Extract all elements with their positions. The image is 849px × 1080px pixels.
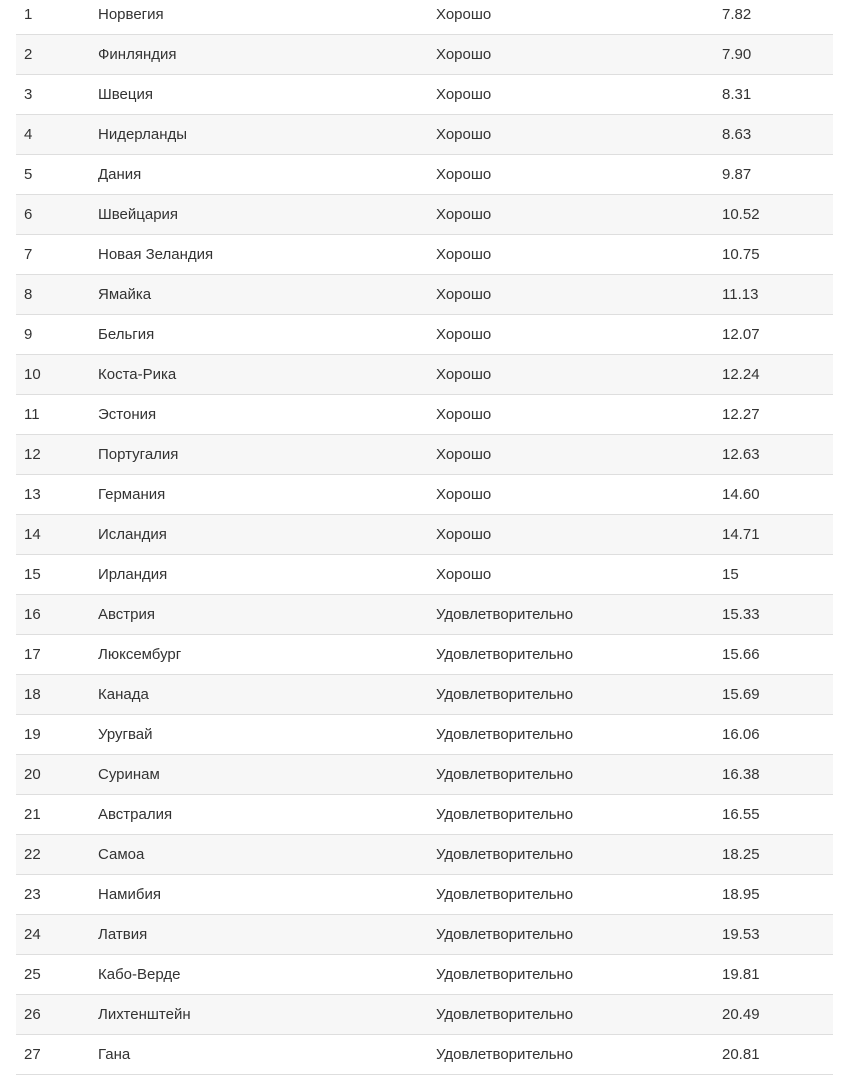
country-cell: Швеция bbox=[98, 86, 153, 103]
rank-cell: 17 bbox=[24, 646, 41, 663]
country-cell: Бельгия bbox=[98, 326, 155, 343]
score-cell: 14.71 bbox=[722, 526, 760, 543]
score-cell: 9.87 bbox=[722, 166, 752, 183]
table-row bbox=[16, 75, 833, 115]
rank-cell: 3 bbox=[24, 86, 33, 103]
rating-cell: Удовлетворительно bbox=[436, 606, 574, 623]
rating-cell: Удовлетворительно bbox=[436, 766, 574, 783]
table-row bbox=[16, 675, 833, 715]
rank-cell: 4 bbox=[24, 126, 33, 143]
country-cell: Люксембург bbox=[98, 646, 182, 663]
country-cell: Лихтенштейн bbox=[98, 1006, 191, 1023]
rank-cell: 20 bbox=[24, 766, 41, 783]
rating-cell: Хорошо bbox=[436, 366, 492, 383]
rank-cell: 27 bbox=[24, 1046, 41, 1063]
table-row bbox=[16, 235, 833, 275]
score-cell: 10.75 bbox=[722, 246, 760, 263]
rank-cell: 9 bbox=[24, 326, 33, 343]
score-cell: 18.95 bbox=[722, 886, 760, 903]
rank-cell: 24 bbox=[24, 926, 41, 943]
rank-cell: 19 bbox=[24, 726, 41, 743]
rank-cell: 25 bbox=[24, 966, 41, 983]
rank-cell: 5 bbox=[24, 166, 33, 183]
rank-cell: 15 bbox=[24, 566, 41, 583]
country-cell: Австрия bbox=[98, 606, 156, 623]
table-row bbox=[16, 1035, 833, 1075]
country-cell: Австралия bbox=[98, 806, 173, 823]
score-cell: 12.27 bbox=[722, 406, 760, 423]
country-cell: Ямайка bbox=[98, 286, 152, 303]
rank-cell: 21 bbox=[24, 806, 41, 823]
rating-cell: Удовлетворительно bbox=[436, 1006, 574, 1023]
table-row bbox=[16, 995, 833, 1035]
table-row bbox=[16, 355, 833, 395]
rating-cell: Удовлетворительно bbox=[436, 886, 574, 903]
rating-cell: Хорошо bbox=[436, 526, 492, 543]
rank-cell: 7 bbox=[24, 246, 33, 263]
score-cell: 16.55 bbox=[722, 806, 760, 823]
score-cell: 15.66 bbox=[722, 646, 760, 663]
rating-cell: Удовлетворительно bbox=[436, 1046, 574, 1063]
table-row bbox=[16, 35, 833, 75]
table-row bbox=[16, 515, 833, 555]
score-cell: 20.81 bbox=[722, 1046, 760, 1063]
table-row bbox=[16, 835, 833, 875]
table-row bbox=[16, 875, 833, 915]
country-cell: Коста-Рика bbox=[98, 366, 177, 383]
score-cell: 20.49 bbox=[722, 1006, 760, 1023]
score-cell: 12.07 bbox=[722, 326, 760, 343]
score-cell: 10.52 bbox=[722, 206, 760, 223]
table-row bbox=[16, 275, 833, 315]
rating-cell: Удовлетворительно bbox=[436, 806, 574, 823]
rank-cell: 10 bbox=[24, 366, 41, 383]
table-row bbox=[16, 955, 833, 995]
score-cell: 12.63 bbox=[722, 446, 760, 463]
country-cell: Дания bbox=[98, 166, 142, 183]
table-row bbox=[16, 0, 833, 35]
country-cell: Германия bbox=[98, 486, 166, 503]
country-cell: Португалия bbox=[98, 446, 179, 463]
score-cell: 8.63 bbox=[722, 126, 752, 143]
country-cell: Исландия bbox=[98, 526, 167, 543]
rank-cell: 13 bbox=[24, 486, 41, 503]
table-row bbox=[16, 435, 833, 475]
rank-cell: 14 bbox=[24, 526, 41, 543]
country-cell: Норвегия bbox=[98, 6, 164, 23]
score-cell: 15 bbox=[722, 566, 739, 583]
table-row bbox=[16, 915, 833, 955]
table-row bbox=[16, 795, 833, 835]
rating-cell: Хорошо bbox=[436, 566, 492, 583]
country-cell: Латвия bbox=[98, 926, 148, 943]
score-cell: 7.82 bbox=[722, 6, 752, 23]
table-row bbox=[16, 155, 833, 195]
table-row bbox=[16, 395, 833, 435]
rank-cell: 23 bbox=[24, 886, 41, 903]
score-cell: 19.81 bbox=[722, 966, 760, 983]
country-cell: Швейцария bbox=[98, 206, 179, 223]
rating-cell: Удовлетворительно bbox=[436, 726, 574, 743]
rank-cell: 1 bbox=[24, 6, 33, 23]
rank-cell: 12 bbox=[24, 446, 41, 463]
rank-cell: 16 bbox=[24, 606, 41, 623]
country-cell: Ирландия bbox=[98, 566, 168, 583]
country-cell: Самоа bbox=[98, 846, 145, 863]
country-cell: Гана bbox=[98, 1046, 131, 1063]
score-cell: 16.06 bbox=[722, 726, 760, 743]
score-cell: 12.24 bbox=[722, 366, 760, 383]
score-cell: 8.31 bbox=[722, 86, 752, 103]
table-row bbox=[16, 195, 833, 235]
rating-cell: Хорошо bbox=[436, 246, 492, 263]
rating-cell: Хорошо bbox=[436, 206, 492, 223]
country-cell: Суринам bbox=[98, 766, 160, 783]
rating-cell: Хорошо bbox=[436, 286, 492, 303]
country-cell: Уругвай bbox=[98, 726, 153, 743]
country-cell: Кабо-Верде bbox=[98, 966, 181, 983]
rating-cell: Удовлетворительно bbox=[436, 686, 574, 703]
score-cell: 14.60 bbox=[722, 486, 760, 503]
table-row bbox=[16, 315, 833, 355]
rating-cell: Удовлетворительно bbox=[436, 846, 574, 863]
rating-cell: Хорошо bbox=[436, 166, 492, 183]
country-cell: Нидерланды bbox=[98, 126, 188, 143]
rank-cell: 11 bbox=[24, 406, 40, 423]
rank-cell: 26 bbox=[24, 1006, 41, 1023]
table-row bbox=[16, 595, 833, 635]
country-cell: Эстония bbox=[98, 406, 157, 423]
rank-cell: 18 bbox=[24, 686, 41, 703]
rank-cell: 22 bbox=[24, 846, 41, 863]
table-row bbox=[16, 635, 833, 675]
table-row bbox=[16, 755, 833, 795]
table-row bbox=[16, 115, 833, 155]
country-cell: Финляндия bbox=[98, 46, 177, 63]
table-row bbox=[16, 555, 833, 595]
rating-cell: Хорошо bbox=[436, 86, 492, 103]
ranking-table bbox=[16, 0, 833, 1075]
rating-cell: Хорошо bbox=[436, 126, 492, 143]
score-cell: 15.33 bbox=[722, 606, 760, 623]
score-cell: 16.38 bbox=[722, 766, 760, 783]
score-cell: 11.13 bbox=[722, 286, 759, 303]
rating-cell: Удовлетворительно bbox=[436, 646, 574, 663]
rank-cell: 2 bbox=[24, 46, 33, 63]
rating-cell: Хорошо bbox=[436, 46, 492, 63]
rating-cell: Хорошо bbox=[436, 326, 492, 343]
score-cell: 7.90 bbox=[722, 46, 752, 63]
rank-cell: 8 bbox=[24, 286, 33, 303]
rating-cell: Хорошо bbox=[436, 446, 492, 463]
score-cell: 19.53 bbox=[722, 926, 760, 943]
rating-cell: Хорошо bbox=[436, 406, 492, 423]
rank-cell: 6 bbox=[24, 206, 33, 223]
rating-cell: Хорошо bbox=[436, 486, 492, 503]
table-row bbox=[16, 715, 833, 755]
country-cell: Канада bbox=[98, 686, 149, 703]
score-cell: 15.69 bbox=[722, 686, 760, 703]
table-row bbox=[16, 475, 833, 515]
rating-cell: Удовлетворительно bbox=[436, 966, 574, 983]
rating-cell: Удовлетворительно bbox=[436, 926, 574, 943]
country-cell: Намибия bbox=[98, 886, 161, 903]
rating-cell: Хорошо bbox=[436, 6, 492, 23]
country-cell: Новая Зеландия bbox=[98, 246, 214, 263]
score-cell: 18.25 bbox=[722, 846, 760, 863]
